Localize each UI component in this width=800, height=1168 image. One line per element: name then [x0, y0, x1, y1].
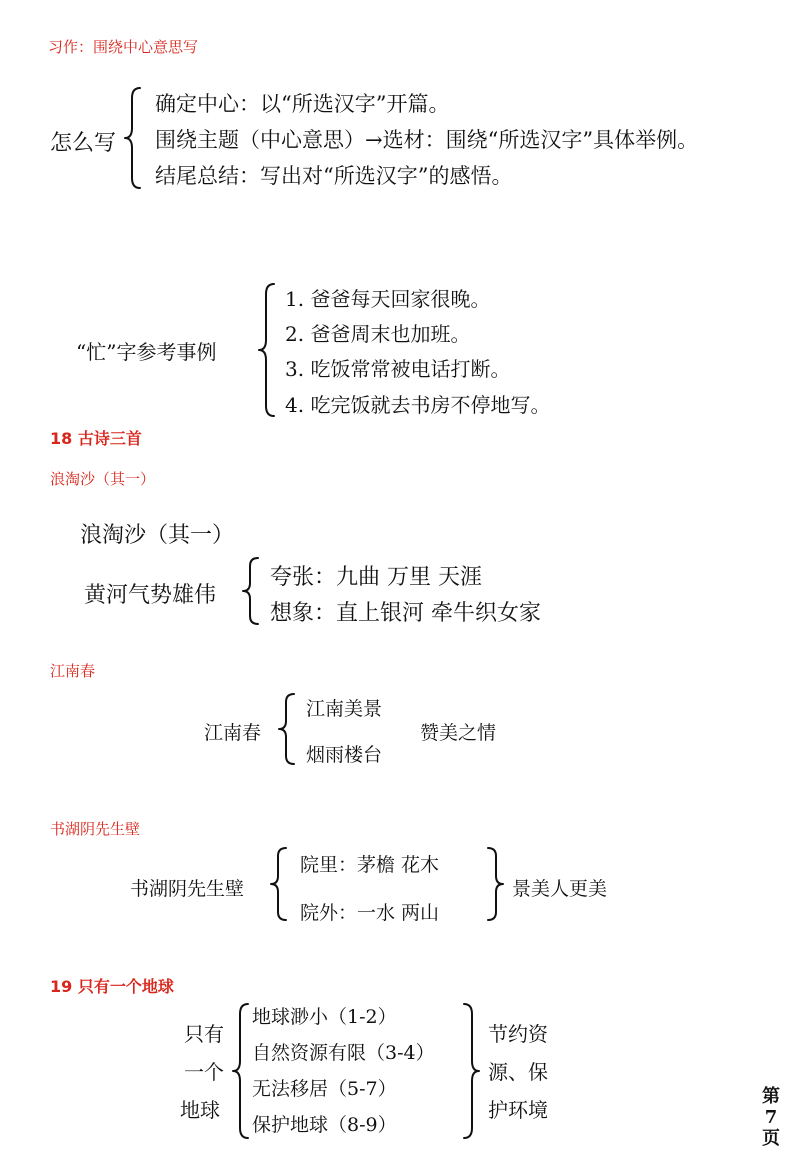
busy-item: 2. 爸爸周末也加班。	[285, 322, 471, 346]
lesson19-label-line: 地球	[180, 1098, 220, 1122]
writing-heading: 习作：围绕中心意思写	[48, 38, 199, 56]
lesson19-label-line: 只有	[184, 1022, 224, 1046]
poem2-item: 江南美景	[306, 698, 383, 720]
busy-item: 1. 爸爸每天回家很晚。	[285, 287, 491, 311]
page-number	[758, 1086, 784, 1149]
busy-examples-label: “忙”字参考事例	[76, 340, 217, 364]
lesson19-item: 无法移居（5-7）	[252, 1078, 397, 1100]
lesson19-label-line: 一个	[184, 1060, 224, 1084]
poem3-item: 院外：一水 两山	[300, 902, 440, 924]
poem2-label: 江南春	[204, 722, 262, 744]
poem3-left-brace	[270, 846, 294, 922]
how-brace	[124, 86, 148, 190]
poem1-title: 浪淘沙（其一）	[80, 523, 235, 548]
poem3-item: 院里：茅檐 花木	[300, 854, 440, 876]
poem2-subheading: 江南春	[50, 662, 96, 680]
lesson19-conclusion-line: 节约资	[488, 1022, 548, 1046]
poem3-label: 书湖阴先生壁	[130, 878, 245, 900]
poem2-item: 烟雨楼台	[306, 744, 383, 766]
busy-item: 4. 吃完饭就去书房不停地写。	[285, 393, 551, 417]
poem3-subheading: 书湖阴先生壁	[50, 820, 141, 838]
lesson19-conclusion-line: 护环境	[488, 1098, 548, 1122]
poem1-subheading: 浪淘沙（其一）	[50, 470, 156, 488]
lesson18-heading: 18 古诗三首	[50, 429, 142, 448]
how-to-write-label: 怎么写	[50, 131, 117, 156]
poem3-conclusion: 景美人更美	[512, 878, 608, 900]
lesson19-item: 地球渺小（1-2）	[252, 1006, 397, 1028]
lesson19-conclusion-line: 源、保	[488, 1060, 548, 1084]
how-item: 确定中心：以“所选汉字”开篇。	[155, 92, 450, 116]
lesson19-heading: 19 只有一个地球	[50, 977, 174, 996]
how-item: 结尾总结：写出对“所选汉字”的感悟。	[155, 164, 513, 188]
poem3-right-brace	[486, 846, 510, 922]
lesson19-item: 自然资源有限（3-4）	[252, 1042, 435, 1064]
page-number-suffix: 页	[762, 1128, 780, 1149]
poem2-conclusion: 赞美之情	[420, 722, 497, 744]
busy-brace	[258, 282, 282, 418]
lesson19-item: 保护地球（8-9）	[252, 1114, 397, 1136]
poem1-item: 夸张：九曲 万里 天涯	[270, 565, 482, 590]
poem1-item: 想象：直上银河 牵牛织女家	[270, 601, 541, 626]
poem1-brace	[242, 556, 266, 626]
poem1-label: 黄河气势雄伟	[84, 583, 217, 608]
page-number-prefix: 第	[762, 1086, 780, 1107]
poem2-brace	[278, 692, 302, 766]
page-number-value: 7	[764, 1107, 778, 1128]
how-item: 围绕主题（中心意思）→选材：围绕“所选汉字”具体举例。	[155, 128, 699, 152]
lesson19-right-brace	[462, 1002, 486, 1140]
busy-item: 3. 吃饭常常被电话打断。	[285, 357, 511, 381]
